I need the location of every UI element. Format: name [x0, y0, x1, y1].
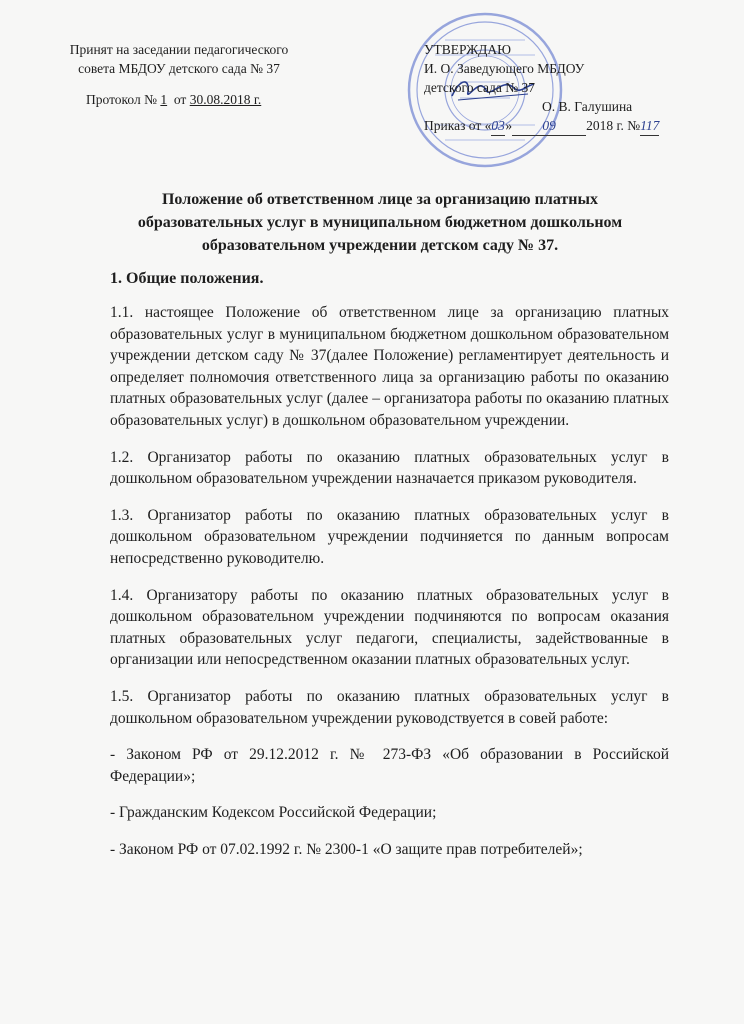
- adoption-line-1: Принят на заседании педагогического: [69, 42, 289, 57]
- approver-position-1: И. О. Заведующего МБДОУ: [424, 61, 585, 76]
- approver-name-line: [424, 97, 684, 116]
- document-title: Положение об ответственном лице за организацию платных образовательных услуг в муниципальном бюджетном дошкольном образовательном учреждении детском саду № 37.: [137, 191, 623, 254]
- paragraph-1-1: 1.1. настоящее Положение об ответственном лице за организацию платных образовательных услуг в муниципальном бюджетном дошкольном образовательном учреждении детском саду № 37(далее Положение) регламентирует деятельность и определяет полномочия ответственного лица за организацию работы по оказанию платных образовательных услуг (далее – организатора работы по оказанию платных образовательных услуг) в дошкольном образовательном учреждении.: [110, 304, 669, 429]
- document-body: [110, 302, 669, 875]
- order-day: 03: [491, 116, 505, 136]
- paragraph-1-4: 1.4. Организатору работы по оказанию платных образовательных услуг в дошкольном образовательном учреждении подчиняются по вопросам оказания платных образовательных услуг педагоги, специалисты, задействованные в организации или непосредственном оказании платных образовательных услуг.: [110, 586, 669, 669]
- approver-position-2: детского сада № 37: [424, 80, 536, 95]
- protocol-from: от: [173, 92, 187, 107]
- approver-name: О. В. Галушина: [542, 99, 633, 114]
- paragraph-1-5: 1.5. Организатор работы по оказанию платных образовательных услуг в дошкольном образовательном учреждении руководствуется в совей работе:: [110, 687, 669, 727]
- protocol-line: [50, 90, 308, 109]
- section-heading: 1. Общие положения.: [110, 270, 264, 287]
- order-year: 2018 г. №: [586, 118, 641, 133]
- approval-title: УТВЕРЖДАЮ: [424, 42, 512, 57]
- protocol-date: 30.08.2018 г.: [189, 92, 262, 107]
- protocol-number: 1: [160, 92, 168, 107]
- order-prefix: Приказ от «: [424, 118, 492, 133]
- order-number: 117: [640, 116, 659, 136]
- order-month: 09: [512, 116, 586, 136]
- adoption-line-2: совета МБДОУ детского сада № 37: [78, 61, 280, 76]
- law-item-2: - Гражданским Кодексом Российской Федерации;: [110, 804, 437, 822]
- paragraph-1-2: 1.2. Организатор работы по оказанию платных образовательных услуг в дошкольном образовательном учреждении назначается приказом руководителя.: [110, 448, 669, 488]
- protocol-prefix: Протокол №: [86, 92, 157, 107]
- order-line: [424, 116, 684, 136]
- paragraph-1-3: 1.3. Организатор работы по оказанию платных образовательных услуг в дошкольном образовательном учреждении подчиняется по данным вопросам непосредственно руководителю.: [110, 506, 669, 567]
- law-item-1: - Законом РФ от 29.12.2012 г. № 273-ФЗ «Об образовании в Российской Федерации»;: [110, 746, 669, 785]
- approval-block: [424, 40, 684, 136]
- adoption-block: [50, 40, 308, 109]
- order-mid: »: [505, 118, 513, 133]
- law-item-3: - Законом РФ от 07.02.1992 г. № 2300-1 «О защите прав потребителей»;: [110, 840, 583, 858]
